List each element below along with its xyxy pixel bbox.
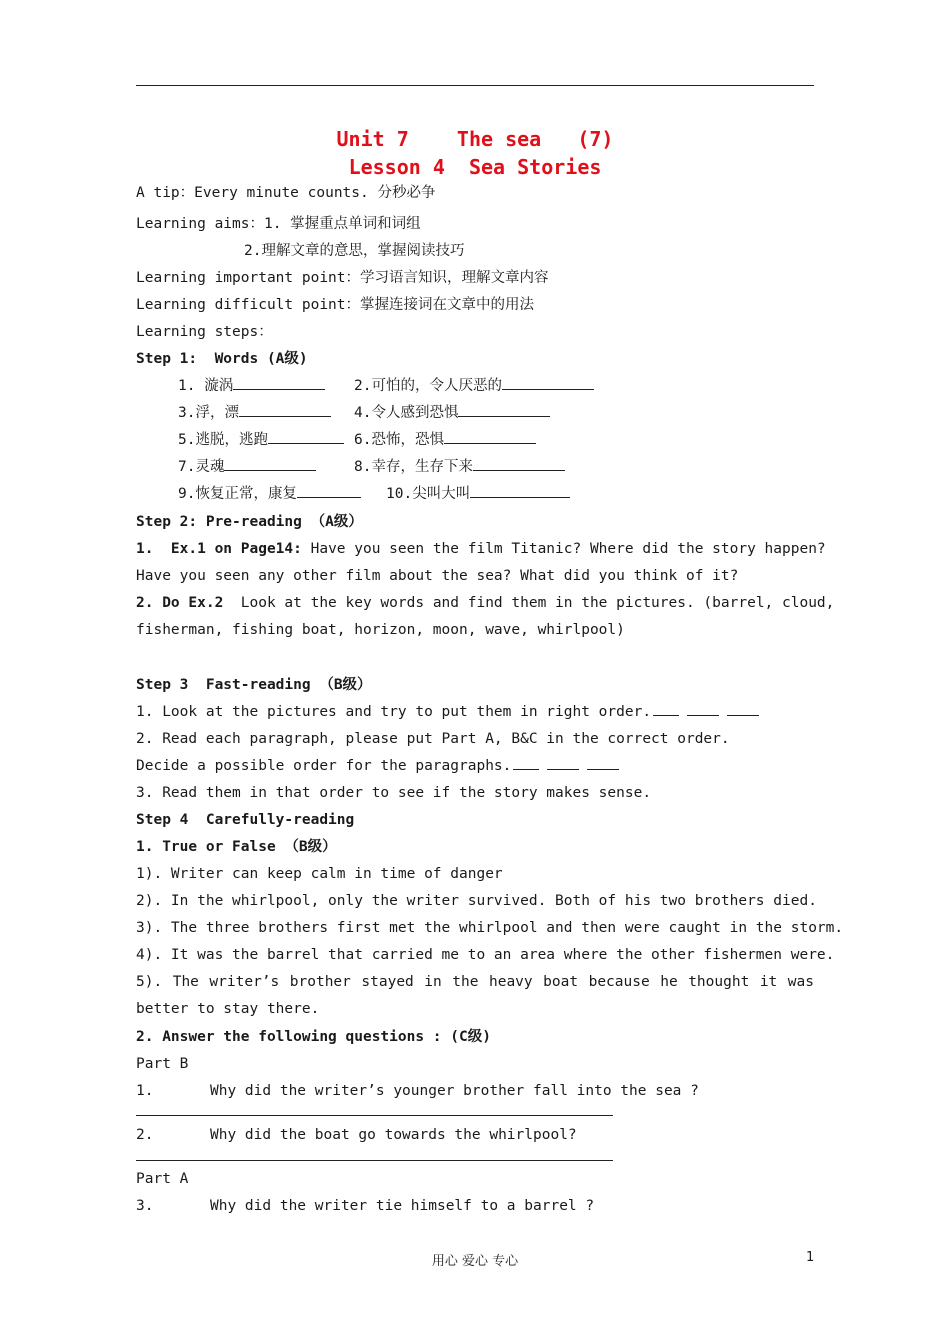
word-item: 8.幸存，生存下来 [354, 457, 565, 477]
step3-item3: 3. Read them in that order to see if the story makes sense. [136, 785, 652, 801]
order-blank[interactable] [587, 756, 619, 770]
step3-item2: 2. Read each paragraph, please put Part A, B&C in the correct order. [136, 731, 730, 747]
question-text: Why did the writer tie himself to a barrel ? [210, 1198, 595, 1214]
answer-blank[interactable] [224, 457, 316, 471]
step3-heading: Step 3 Fast-reading （B级） [136, 677, 372, 693]
part-a-label: Part A [136, 1171, 189, 1187]
answer-line[interactable] [136, 1160, 613, 1161]
step2-heading: Step 2: Pre-reading （A级） [136, 514, 363, 530]
answer-blank[interactable] [473, 457, 565, 471]
aims-line-2: 2.理解文章的意思，掌握阅读技巧 [244, 243, 465, 259]
word-item: 3.浮，漂 [178, 403, 331, 423]
tf-statement: 5). The writer’s brother stayed in the heavy boat because he thought it was [136, 974, 814, 990]
word-item: 9.恢复正常，康复 [178, 484, 361, 504]
lesson-title: Lesson 4 Sea Stories [348, 155, 602, 179]
answer-blank[interactable] [444, 430, 536, 444]
question-text: Why did the boat go towards the whirlpool? [210, 1127, 577, 1143]
word-item: 5.逃脱，逃跑 [178, 430, 344, 450]
word-item: 7.灵魂 [178, 457, 316, 477]
step3-item2b: Decide a possible order for the paragraphs. [136, 756, 625, 776]
order-blank[interactable] [513, 756, 539, 770]
answer-blank[interactable] [239, 403, 331, 417]
steps-label: Learning steps： [136, 324, 273, 340]
answer-line[interactable] [136, 1115, 613, 1116]
tf-statement-cont: better to stay there. [136, 1001, 320, 1017]
answer-blank[interactable] [233, 376, 325, 390]
tf-statement: 2). In the whirlpool, only the writer survived. Both of his two brothers died. [136, 893, 817, 909]
tf-statement: 4). It was the barrel that carried me to an area where the other fishermen were. [136, 947, 835, 963]
step2-ex1-cont: Have you seen any other film about the sea? What did you think of it? [136, 568, 739, 584]
answer-blank[interactable] [458, 403, 550, 417]
tf-statement: 1). Writer can keep calm in time of danger [136, 866, 503, 882]
page-number: 1 [806, 1250, 815, 1265]
answer-blank[interactable] [297, 484, 361, 498]
step3-item1: 1. Look at the pictures and try to put them in right order. [136, 702, 765, 722]
word-item: 4.令人感到恐惧 [354, 403, 550, 423]
question-text: Why did the writer’s younger brother fall into the sea ? [210, 1083, 699, 1099]
order-blank[interactable] [727, 702, 759, 716]
part-b-label: Part B [136, 1056, 189, 1072]
difficult-point: Learning difficult point：掌握连接词在文章中的用法 [136, 297, 535, 313]
answer-blank[interactable] [470, 484, 570, 498]
tip-line: A tip：Every minute counts. 分秒必争 [136, 185, 436, 201]
answer-blank[interactable] [502, 376, 594, 390]
question-number: 1. [136, 1083, 154, 1099]
qa-heading: 2. Answer the following questions : (C级) [136, 1029, 491, 1045]
tf-heading: 1. True or False （B级） [136, 839, 337, 855]
step2-ex1: 1. Ex.1 on Page14: Have you seen the film Titanic? Where did the story happen? [136, 541, 826, 557]
question-number: 2. [136, 1127, 154, 1143]
step1-heading: Step 1: Words (A级) [136, 351, 308, 367]
unit-title: Unit 7 The sea (7) [336, 127, 614, 151]
word-item: 1. 漩涡 [178, 376, 325, 396]
aims-line-1: Learning aims：1. 掌握重点单词和词组 [136, 216, 421, 232]
important-point: Learning important point：学习语言知识，理解文章内容 [136, 270, 549, 286]
tf-statement: 3). The three brothers first met the whirlpool and then were caught in the storm. [136, 920, 844, 936]
page-footer: 用心 爱心 专心 [431, 1254, 519, 1269]
step2-ex2-cont: fisherman, fishing boat, horizon, moon, wave, whirlpool) [136, 622, 625, 638]
word-item: 10.尖叫大叫 [386, 484, 570, 504]
header-rule [136, 85, 814, 86]
question-number: 3. [136, 1198, 154, 1214]
word-item: 2.可怕的，令人厌恶的 [354, 376, 594, 396]
order-blank[interactable] [653, 702, 679, 716]
word-item: 6.恐怖，恐惧 [354, 430, 536, 450]
step2-ex2: 2. Do Ex.2 Look at the key words and find them in the pictures. (barrel, cloud, [136, 595, 835, 611]
order-blank[interactable] [547, 756, 579, 770]
step4-heading: Step 4 Carefully-reading [136, 812, 355, 828]
order-blank[interactable] [687, 702, 719, 716]
answer-blank[interactable] [268, 430, 344, 444]
